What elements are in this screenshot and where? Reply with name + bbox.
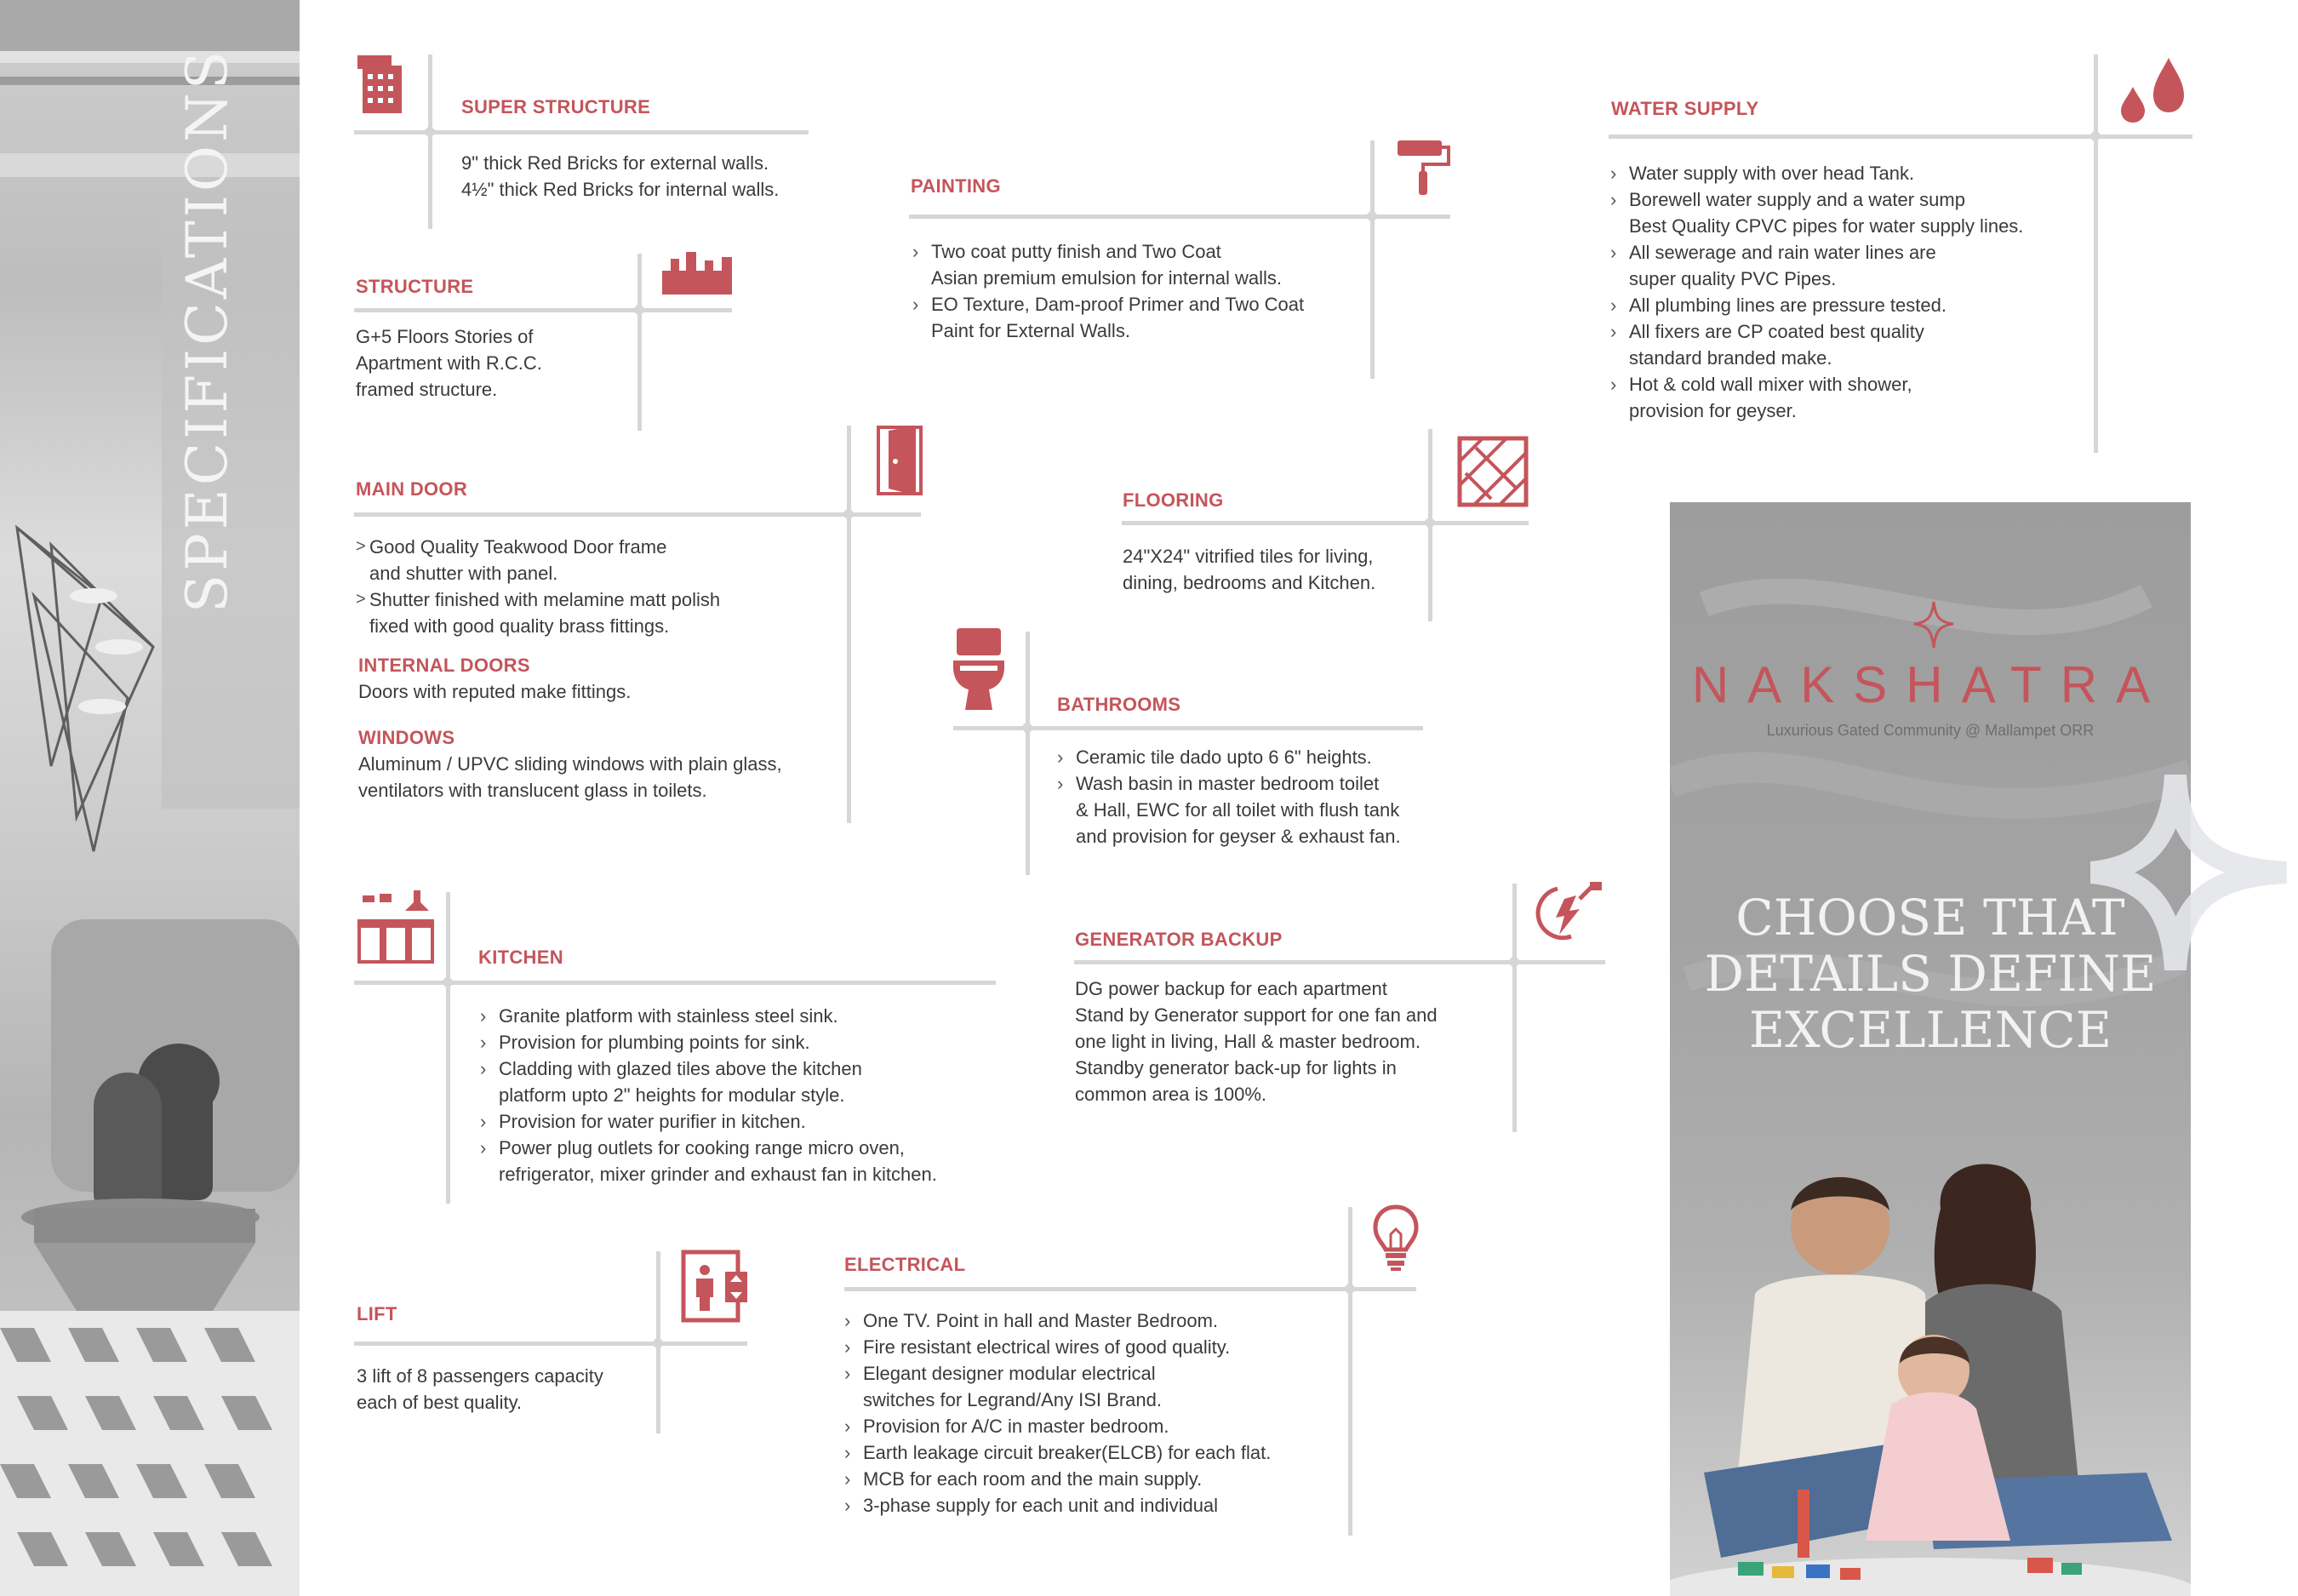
section-title: KITCHEN [478,947,563,968]
paint-roller-icon [1396,139,1452,195]
divider-node [651,1336,665,1350]
section-title: BATHROOMS [1057,694,1181,715]
section-title: FLOORING [1123,489,1224,511]
divider-node [1365,209,1379,223]
generator-icon [1532,882,1603,943]
sidebar-photo [0,0,300,1596]
section-title: ELECTRICAL [844,1254,966,1275]
divider-node [1020,721,1034,735]
divider [1122,521,1529,525]
divider [354,308,732,312]
section-title: LIFT [357,1303,397,1324]
section-title: SUPER STRUCTURE [461,96,651,117]
brand-name: NAKSHATRA [1691,656,2169,713]
section-title: WATER SUPPLY [1611,98,1759,119]
section-text: › One TV. Point in hall and Master Bedroom. › Fire resistant electrical wires of good quality. › Elegant designer modular electrical switches for Legrand/Any ISI Brand. › Provision for A/C in master bedroom. › Earth leakage circuit breaker(ELCB) for each flat. › MCB for each room and the main supply. › 3-phase supply for each unit and individual [843,1307,1271,1519]
divider [446,892,450,1204]
section-text: G+5 Floors Stories of Apartment with R.C.C. framed structure. [356,326,542,400]
section-text: > Good Quality Teakwood Door frame and shutter with panel. > Shutter finished with melamine matt polish fixed with good quality brass fittings. [356,534,720,639]
divider-node [1343,1282,1357,1296]
headline: CHOOSE THAT DETAILS DEFINE EXCELLENCE [1704,889,2157,1059]
section-text: 3 lift of 8 passengers capacity each of best quality. [357,1365,603,1413]
divider [844,1287,1416,1291]
section-title: PAINTING [911,175,1001,197]
section-text: › Two coat putty finish and Two Coat Asian premium emulsion for internal walls. › EO Texture, Dam-proof Primer and Two Coat Paint for External Walls. [911,238,1304,344]
divider [428,54,432,229]
sparkle-outline-icon [2090,775,2298,970]
divider [1074,960,1605,964]
section-text: › Granite platform with stainless steel sink. › Provision for plumbing points for sink. › Cladding with glazed tiles above the kitchen platform upto 2" heights for modular style. › Provision for water purifier in kitchen. › Power plug outlets for cooking range micro oven, refrigerator, mixer grinder and exhaust fan in kitchen. [478,1003,937,1187]
section-text: DG power backup for each apartment Stand by Generator support for one fan and one light in living, Hall & master bedroom. Standby generator back-up for lights in common area is 100%. [1075,978,1438,1105]
divider-node [1507,955,1521,969]
divider [354,512,921,517]
divider-node [842,507,855,521]
divider-node [441,975,454,989]
section-text: 24"X24" vitrified tiles for living, dining, bedrooms and Kitchen. [1123,546,1376,593]
divider-node [2089,129,2102,143]
section-title: WINDOWS [358,727,455,748]
divider [637,254,642,431]
toilet-icon [953,628,1004,710]
section-text: 9" thick Red Bricks for external walls. 4½" thick Red Bricks for internal walls. [461,152,780,200]
divider-node [423,125,437,139]
interior-illustration [0,0,300,1596]
divider [2094,54,2098,453]
divider [1348,1207,1352,1536]
divider-node [1423,516,1437,529]
section-text: › Water supply with over head Tank. › Borewell water supply and a water sump Best Quality CPVC pipes for water supply lines. › All sewerage and rain water lines are super quality PVC Pipes. › All plumbing lines are pressure tested. › All fixers are CP coated best quality standard branded make. › Hot & cold wall mixer with shower, provision for geyser. [1609,160,2023,424]
divider [1512,884,1517,1132]
divider [1370,140,1375,379]
section-title: INTERNAL DOORS [358,655,530,676]
section-title: MAIN DOOR [356,478,468,500]
lightbulb-icon [1372,1204,1420,1272]
section-title: STRUCTURE [356,276,474,297]
family-photo [1670,1115,2191,1596]
section-text: Aluminum / UPVC sliding windows with plain glass, ventilators with translucent glass in toilets. [358,753,782,801]
section-text: Doors with reputed make fittings. [358,681,632,702]
divider [1026,632,1030,875]
divider [847,426,851,823]
door-icon [877,426,924,495]
section-text: › Ceramic tile dado upto 6 6" heights. › Wash basin in master bedroom toilet & Hall, EWC for all toilet with flush tank and provision for geyser & exhaust fan. [1055,744,1401,849]
kitchen-icon [357,890,434,964]
skyline-icon [662,252,732,295]
brand-panel [1670,502,2191,1596]
star-icon [1912,600,1955,651]
divider [354,1341,747,1346]
building-icon [357,55,407,115]
sidebar-title: SPECIFICATIONS [174,48,240,613]
tiles-icon [1457,436,1529,507]
brand-tagline: Luxurious Gated Community @ Mallampet ORR [1766,722,2095,739]
divider [1609,134,2192,139]
section-title: GENERATOR BACKUP [1075,929,1283,950]
water-drops-icon [2119,58,2187,123]
divider-node [632,303,646,317]
elevator-icon [681,1250,749,1323]
